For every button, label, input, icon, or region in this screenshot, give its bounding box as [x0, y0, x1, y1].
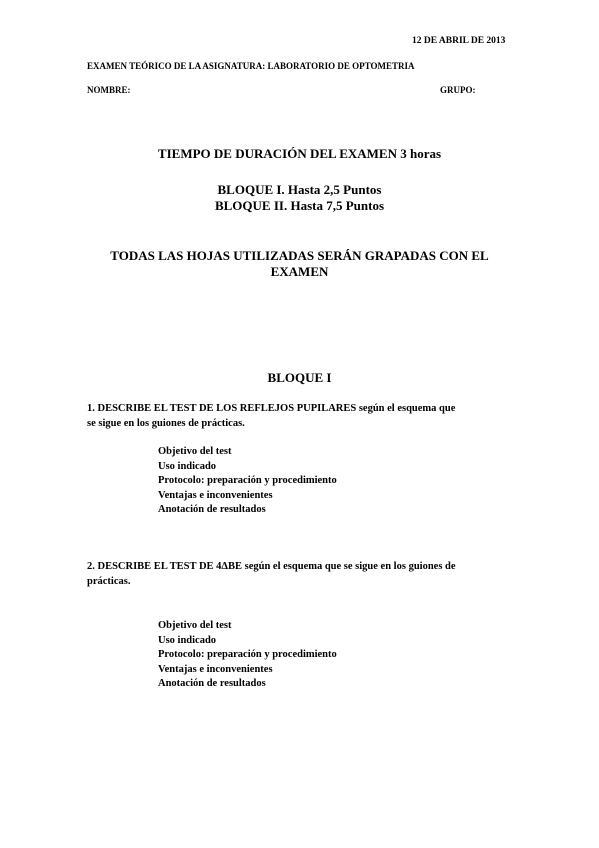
- list-item: Anotación de resultados: [158, 504, 266, 516]
- list-item: Objetivo del test: [158, 620, 232, 631]
- question-1-line2: se sigue en los guiones de prácticas.: [87, 418, 245, 429]
- list-item: Anotación de resultados: [158, 678, 266, 690]
- name-label: NOMBRE:: [87, 85, 131, 95]
- block2-points: BLOQUE II. Hasta 7,5 Puntos: [214, 198, 385, 213]
- list-item: Uso indicado: [158, 634, 217, 646]
- question-2-line1: 2. DESCRIBE EL TEST DE 4ΔBE según el esquema que se sigue en los guiones de: [87, 561, 456, 572]
- list-item: Ventajas e inconvenientes: [158, 489, 273, 501]
- list-item: Objetivo del test: [158, 446, 232, 457]
- list-item: Uso indicado: [158, 460, 217, 472]
- exam-subject-title: EXAMEN TEÓRICO DE LA ASIGNATURA: LABORATORIO DE OPTOMETRIA: [87, 61, 415, 71]
- exam-date: 12 DE ABRIL DE 2013: [412, 36, 506, 46]
- question-1-line1: 1. DESCRIBE EL TEST DE LOS REFLEJOS PUPILARES según el esquema que: [87, 403, 456, 414]
- group-label: GRUPO:: [440, 85, 476, 95]
- section-heading: BLOQUE I: [267, 370, 332, 385]
- stapled-sheets-notice-line2: EXAMEN: [270, 264, 329, 279]
- block1-points: BLOQUE I. Hasta 2,5 Puntos: [217, 182, 382, 197]
- exam-duration: TIEMPO DE DURACIÓN DEL EXAMEN 3 horas: [157, 146, 442, 161]
- question-2-line2: prácticas.: [87, 576, 131, 587]
- stapled-sheets-notice-line1: TODAS LAS HOJAS UTILIZADAS SERÁN GRAPADAS CON EL: [110, 248, 489, 263]
- list-item: Ventajas e inconvenientes: [158, 663, 273, 675]
- question-2-items: [158, 619, 337, 692]
- list-item: Protocolo: preparación y procedimiento: [158, 649, 337, 661]
- question-1-items: [158, 445, 337, 518]
- list-item: Protocolo: preparación y procedimiento: [158, 475, 337, 487]
